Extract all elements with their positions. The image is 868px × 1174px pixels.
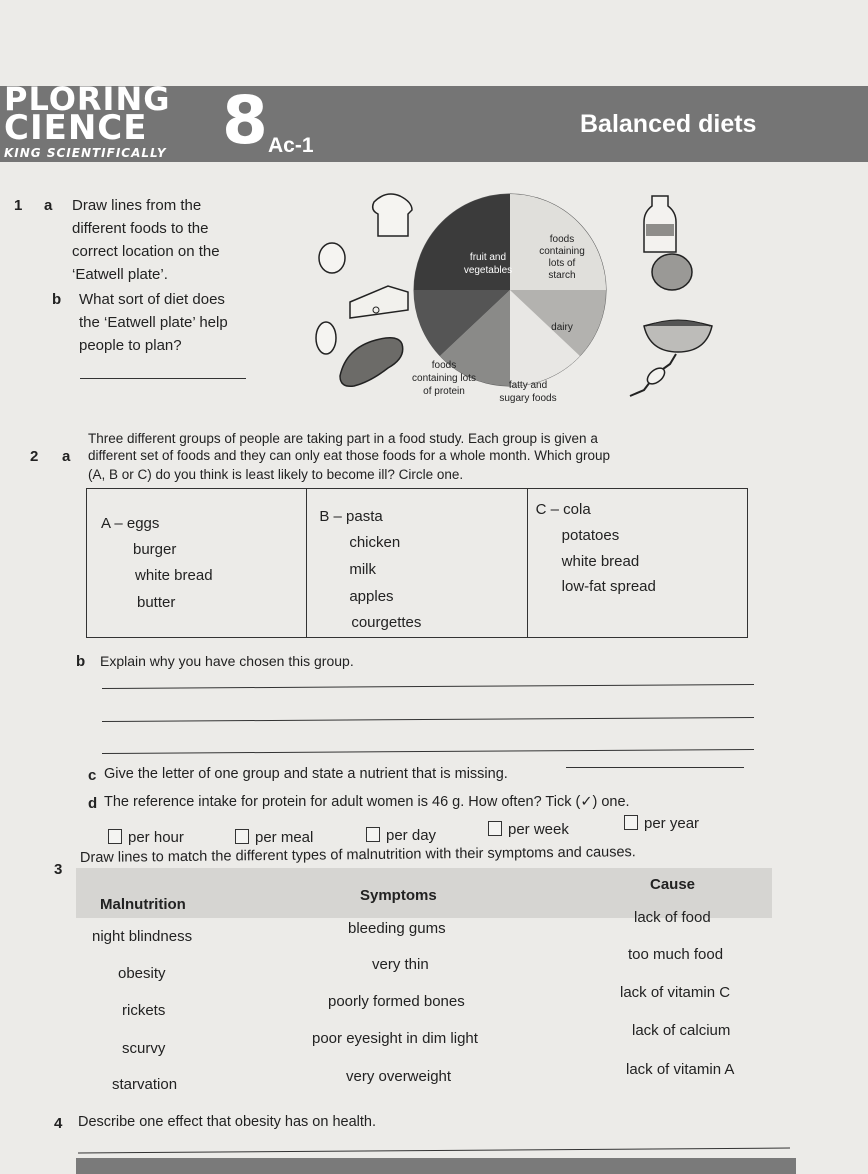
plate-label-protein-1: foods [431, 360, 457, 371]
brand-line-1: PLORING [4, 80, 171, 118]
header-malnutrition: Malnutrition [100, 896, 186, 913]
checkbox-icon[interactable] [366, 827, 380, 842]
q1b-answer-line[interactable] [80, 378, 246, 379]
potato-icon [316, 322, 336, 354]
cause-item-3: lack of vitamin C [620, 984, 731, 1001]
symptom-item-1: bleeding gums [348, 920, 446, 937]
q2a-line-1: Three different groups of people are taking part in a food study. Each group is given a [88, 431, 598, 446]
q2c-text: Give the letter of one group and state a nutrient that is missing. [104, 766, 508, 782]
group-c-item-1: potatoes [561, 527, 620, 544]
q3-number: 3 [54, 861, 63, 878]
group-a-item-1: burger [133, 541, 177, 558]
option-per-week[interactable]: per week [488, 820, 569, 839]
group-c-item-3: low-fat spread [561, 578, 656, 595]
group-a-title: A – eggs [101, 515, 160, 532]
q1a-line-4: ‘Eatwell plate’. [72, 266, 168, 283]
q4-number: 4 [54, 1115, 63, 1132]
plate-label-starch-2: containing [539, 246, 585, 257]
cabbage-icon [652, 254, 692, 290]
q4-answer-line[interactable] [78, 1148, 790, 1154]
group-c-title: C – cola [535, 501, 591, 518]
checkbox-icon[interactable] [235, 829, 249, 844]
q1-number: 1 [14, 197, 23, 214]
symptom-item-5: very overweight [346, 1068, 452, 1085]
plate-label-fatty-2: sugary foods [499, 393, 557, 404]
group-c-item-2: white bread [561, 553, 640, 570]
header-symptoms: Symptoms [360, 887, 437, 904]
q2c-letter: c [88, 767, 97, 784]
group-a-cell[interactable] [87, 489, 307, 638]
eatwell-plate [414, 194, 606, 386]
header-cause: Cause [650, 876, 696, 893]
cause-item-4: lack of calcium [632, 1022, 731, 1039]
plate-label-starch-4: starch [548, 270, 576, 281]
eatwell-plate-diagram [300, 180, 720, 420]
option-per-hour[interactable]: per hour [108, 828, 184, 847]
cheese-icon [350, 286, 408, 318]
q1a-line-3: correct location on the [72, 243, 220, 260]
group-b-item-4: courgettes [351, 614, 422, 631]
plate-label-fatty-1: fatty and [508, 380, 548, 391]
unit-code: Ac-1 [268, 134, 314, 157]
sweet-icon [630, 354, 676, 396]
q2a-line-2: different set of foods and they can only eat those foods for a whole month. Which group [88, 448, 611, 463]
malnutrition-item-3: rickets [122, 1002, 166, 1019]
q3-text: Draw lines to match the different types of malnutrition with their symptoms and causes. [79, 844, 636, 866]
q2b-answer-line-3[interactable] [102, 749, 754, 754]
plate-label-fruit-veg-2: vegetables [463, 265, 513, 276]
plate-label-fruit-veg-1: fruit and [469, 252, 507, 263]
q4-text: Describe one effect that obesity has on health. [78, 1114, 376, 1130]
q2b-answer-line-1[interactable] [102, 684, 754, 689]
q2d-text: The reference intake for protein for adult women is 46 g. How often? Tick (✓) one. [104, 794, 630, 810]
malnutrition-item-1: night blindness [92, 928, 193, 945]
brand-number: 8 [222, 82, 268, 159]
chapter-title: Balanced diets [580, 110, 757, 138]
q1b-line-2: the ‘Eatwell plate’ help [79, 314, 228, 331]
q2d-letter: d [88, 795, 98, 812]
q2a-line-3: (A, B or C) do you think is least likely to become ill? Circle one. [88, 467, 464, 482]
cause-item-2: too much food [628, 946, 724, 963]
malnutrition-item-2: obesity [118, 965, 166, 982]
milk-bottle-icon [644, 196, 676, 252]
malnutrition-item-5: starvation [112, 1076, 178, 1093]
salad-bowl-icon [644, 320, 712, 352]
q2b-answer-line-2[interactable] [102, 717, 754, 722]
q2-number: 2 [30, 448, 39, 465]
symptom-item-2: very thin [372, 956, 429, 973]
q1b-line-1: What sort of diet does [79, 291, 225, 308]
plate-label-protein-2: containing lots [412, 373, 476, 384]
malnutrition-item-4: scurvy [122, 1040, 166, 1057]
egg-icon [319, 243, 345, 273]
checkbox-icon[interactable] [108, 829, 122, 844]
meat-icon [340, 338, 403, 387]
cause-item-5: lack of vitamin A [626, 1061, 735, 1078]
symptom-item-3: poorly formed bones [328, 993, 465, 1010]
group-a-item-3: butter [137, 594, 176, 611]
group-b-title: B – pasta [319, 508, 383, 525]
symptom-item-4: poor eyesight in dim light [312, 1030, 478, 1047]
brand-line-2: CIENCE [4, 108, 148, 148]
q1a-letter: a [44, 197, 53, 214]
q2b-text: Explain why you have chosen this group. [100, 653, 354, 669]
group-b-item-2: milk [349, 561, 376, 578]
option-per-day[interactable]: per day [366, 826, 436, 845]
option-per-year[interactable]: per year [624, 814, 699, 833]
footer-bar [76, 1158, 796, 1174]
food-groups-table [86, 488, 748, 638]
q1b-letter: b [52, 291, 62, 308]
group-a-item-2: white bread [135, 567, 213, 584]
group-c-cell[interactable] [527, 489, 747, 638]
cause-item-1: lack of food [634, 909, 711, 926]
bread-loaf-icon [373, 194, 412, 236]
q1a-line-2: different foods to the [72, 220, 209, 237]
checkbox-icon[interactable] [488, 821, 502, 836]
plate-label-starch-1: foods [549, 234, 575, 245]
q1a-line-1: Draw lines from the [72, 197, 202, 214]
group-b-item-3: apples [349, 588, 394, 605]
q1b-line-3: people to plan? [79, 337, 182, 354]
plate-label-dairy: dairy [551, 322, 573, 333]
checkbox-icon[interactable] [624, 815, 638, 830]
q2b-letter: b [76, 653, 86, 670]
group-b-cell[interactable] [307, 489, 527, 638]
group-b-item-1: chicken [349, 534, 401, 551]
q2a-letter: a [62, 448, 71, 465]
brand-line-3: KING SCIENTIFICALLY [4, 146, 167, 160]
plate-label-protein-3: of protein [423, 386, 465, 397]
q2c-answer-line[interactable] [566, 767, 744, 768]
option-per-meal[interactable]: per meal [235, 828, 313, 847]
plate-label-starch-3: lots of [548, 258, 576, 269]
